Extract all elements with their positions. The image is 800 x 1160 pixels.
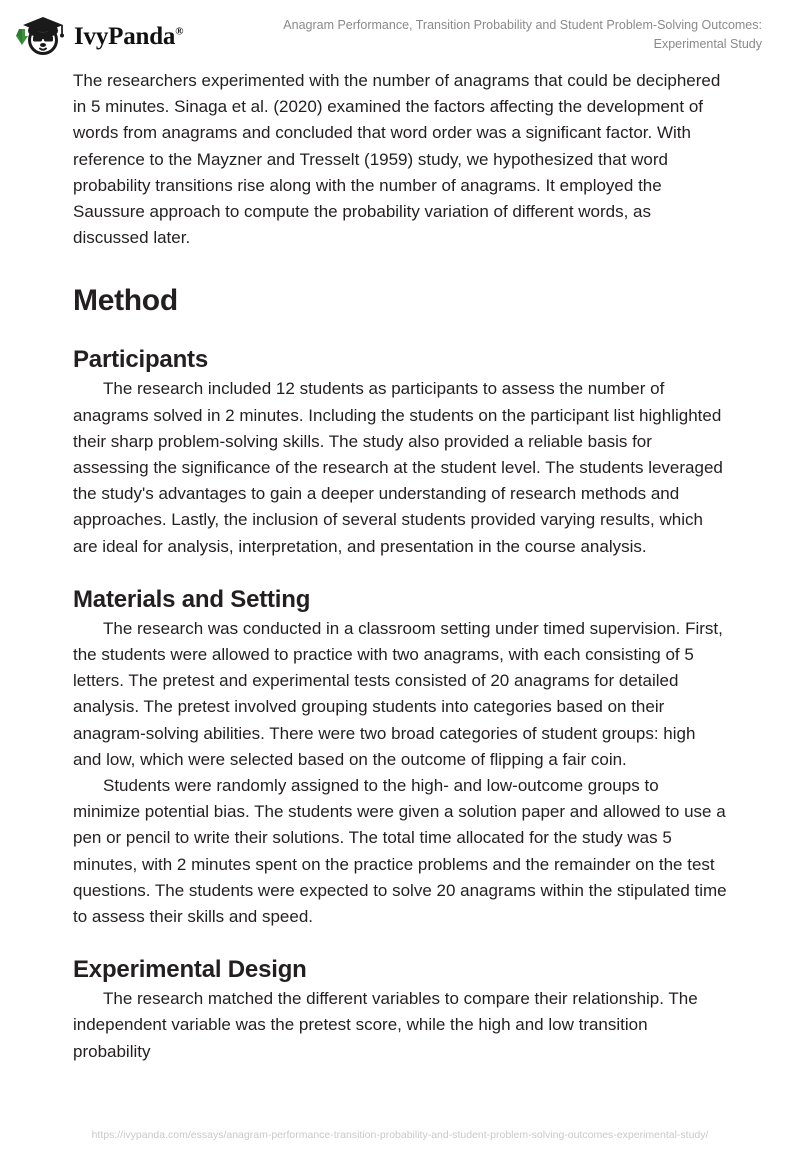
footer-source-url[interactable]: https://ivypanda.com/essays/anagram-performance-transition-probability-and-student-problem-solving-outcomes-experimental-study/ <box>91 1129 709 1141</box>
registered-trademark-icon: ® <box>175 25 184 38</box>
heading-materials-and-setting: Materials and Setting <box>73 585 311 613</box>
participants-paragraph: The research included 12 students as participants to assess the number of anagrams solved in 2 minutes. Including the students on the participant list highlighted their sharp problem-solving skills. The study also provided a reliable basis for assessing the significance of the research at the student level. The students leveraged the study's advantages to gain a deeper understanding of research methods and approaches. Lastly, the inclusion of several students provided varying results, which are ideal for analysis, interpretation, and presentation in the course analysis. <box>73 379 723 556</box>
brand-logo-group[interactable] <box>14 14 183 58</box>
brand-name <box>74 24 183 49</box>
page-footer <box>0 1128 800 1142</box>
intro-paragraph: The researchers experimented with the number of anagrams that could be deciphered in 5 minutes. Sinaga et al. (2020) examined the factors affecting the development of words from anagrams and concluded that word order was a significant factor. With reference to the Mayzner and Tresselt (1959) study, we hypothesized that word probability transitions rise along with the number of anagrams. It employed the Saussure approach to compute the probability variation of different words, as discussed later. <box>73 71 721 248</box>
page-title: Anagram Performance, Transition Probability and Student Problem-Solving Outcomes: Experimental Study <box>283 18 762 51</box>
heading-method: Method <box>73 284 178 318</box>
experimental-design-paragraph: The research matched the different variables to compare their relationship. The independent variable was the pretest score, while the high and low transition probability <box>73 989 698 1061</box>
materials-paragraph: The research was conducted in a classroom setting under timed supervision. First, the students were allowed to practice with two anagrams, with each consisting of 5 letters. The pretest and experimental tests consisted of 20 anagrams for detailed analysis. The pretest involved grouping students into categories based on their anagram-solving abilities. There were two broad categories of student groups: high and low, which were selected based on the outcome of flipping a fair coin. <box>73 618 723 769</box>
brand-name-text: IvyPanda <box>74 22 176 50</box>
document-content <box>73 68 727 1065</box>
heading-participants: Participants <box>73 346 208 374</box>
panda-graduation-cap-logo <box>14 14 70 58</box>
heading-experimental-design: Experimental Design <box>73 956 307 984</box>
page-header <box>0 0 800 68</box>
randomization-paragraph: Students were randomly assigned to the high- and low-outcome groups to minimize potential bias. The students were given a solution paper and allowed to use a pen or pencil to write their solutions. The total time allocated for the study was 5 minutes, with 2 minutes spent on the practice problems and the remainder on the test questions. The students were expected to solve 20 anagrams within the stipulated time to assess their skills and speed. <box>73 776 727 927</box>
